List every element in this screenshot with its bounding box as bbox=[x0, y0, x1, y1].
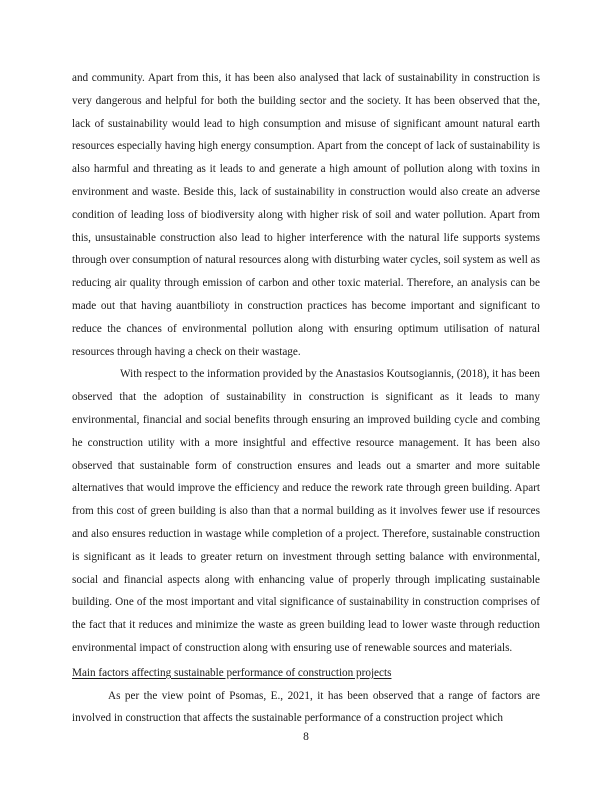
page-number: 8 bbox=[303, 731, 309, 743]
document-body bbox=[72, 67, 540, 730]
paragraph-continued: and community. Apart from this, it has been also analysed that lack of sustainability in construction is very dangerous and helpful for both the building sector and the society. It has been observed that the, lack of sustainability would lead to high consumption and misuse of significant amount natural earth resources especially having high energy consumption. Apart from the concept of lack of sustainability is also harmful and threating as it leads to and generate a high amount of pollution along with toxins in environment and waste. Beside this, lack of sustainability in construction would also create an adverse condition of leading loss of biodiversity along with higher risk of soil and water pollution. Apart from this, unsustainable construction also lead to higher interference with the natural life supports systems through over consumption of natural resources along with disturbing water cycles, soil system as well as reducing air quality through emission of carbon and other toxic material. Therefore, an analysis can be made out that having auantbilioty in construction practices has become important and significant to reduce the chances of environmental pollution along with ensuring optimum utilisation of natural resources through having a check on their wastage. bbox=[72, 72, 540, 358]
section-heading: Main factors affecting sustainable performance of construction projects bbox=[72, 666, 392, 679]
paragraph-koutsogiannis: With respect to the information provided by the Anastasios Koutsogiannis, (2018), it has been observed that the adoption of sustainability in construction is significant as it leads to many environmental, financial and social benefits through ensuring an improved building cycle and combing he construction utility with a more insightful and effective resource management. It has been also observed that sustainable form of construction ensures and leads out a smarter and more suitable alternatives that would improve the efficiency and reduce the rework rate through green building. Apart from this cost of green building is also than that a normal building as it involves fewer use if resources and also ensures reduction in wastage while completion of a project. Therefore, sustainable construction is significant as it leads to greater return on investment through setting balance with environmental, social and financial aspects along with enhancing value of properly through implicating sustainable building. One of the most important and vital significance of sustainability in construction comprises of the fact that it reduces and minimize the waste as green building lead to lower waste through reduction environmental impact of construction along with ensuring use of renewable sources and materials. bbox=[72, 368, 540, 654]
paragraph-psomas: As per the view point of Psomas, E., 2021, it has been observed that a range of factors are involved in construction that affects the sustainable performance of a construction project which bbox=[72, 689, 540, 725]
